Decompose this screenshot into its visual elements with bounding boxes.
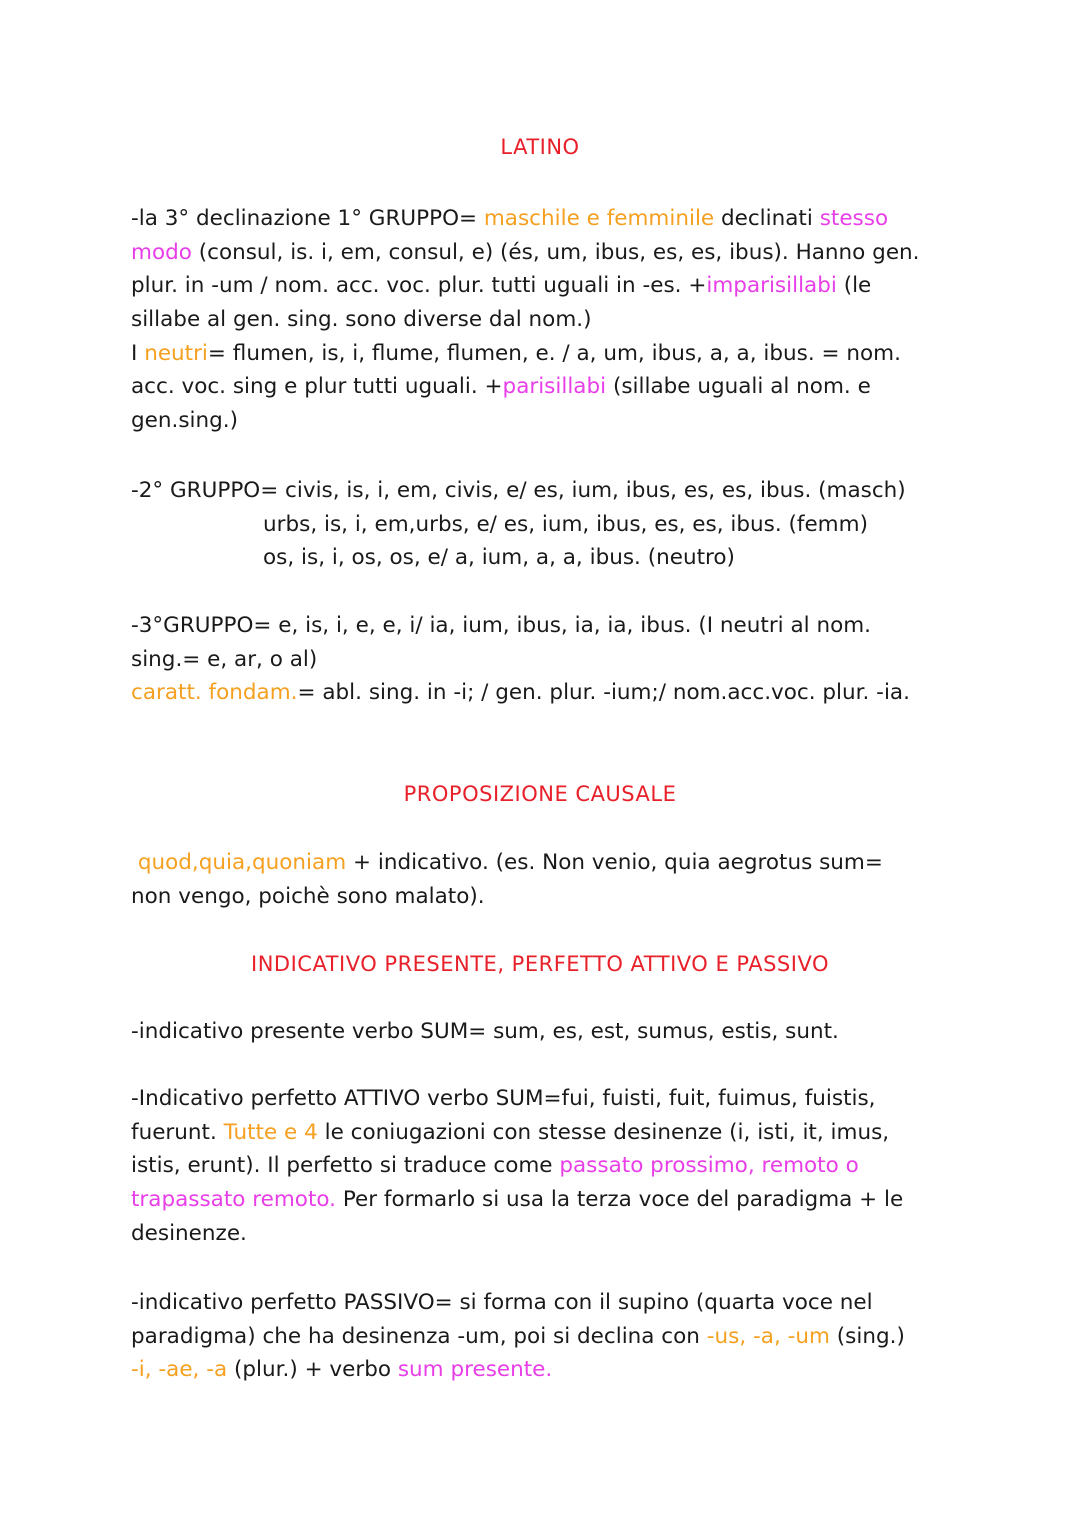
paragraph-perfetto-passivo [131, 1286, 961, 1387]
text-span: acc. voc. sing e plur tutti uguali. + [131, 374, 503, 400]
text-span: + indicativo. (es. Non venio, quia aegrotus sum= [346, 850, 883, 875]
highlight-orange: -i, -ae, -a [131, 1357, 228, 1383]
text-line [131, 1116, 961, 1150]
paragraph-terza-declinazione [131, 202, 961, 438]
text-line [131, 1183, 961, 1217]
text-span: (consul, is. i, em, consul, e) (és, um, ibus, es, es, ibus). Hanno gen. [191, 239, 920, 265]
text-span: (sing.) [829, 1323, 905, 1349]
text-span: le coniugazioni con stesse desinenze (i, isti, it, imus, [317, 1119, 890, 1145]
paragraph-perfetto-attivo [131, 1082, 961, 1250]
highlight-magenta: modo [131, 239, 192, 265]
text-line: sing.= e, ar, o al) [131, 646, 318, 672]
text-line: sillabe al gen. sing. sono diverse dal nom.) [131, 307, 592, 333]
text-line: -Indicativo perfetto ATTIVO verbo SUM=fui, fuisti, fuit, fuimus, fuistis, [131, 1086, 876, 1111]
text-line [131, 236, 961, 270]
text-span: = abl. sing. in -i; / gen. plur. -ium;/ nom.acc.voc. plur. -ia. [297, 680, 910, 706]
text-span: fuerunt. [131, 1119, 224, 1145]
text-span: declinati [714, 206, 820, 231]
heading-latino: LATINO [500, 135, 580, 159]
paragraph-secondo-gruppo [131, 474, 961, 575]
text-line: desinenze. [131, 1220, 247, 1246]
highlight-orange: neutri [144, 340, 208, 366]
text-span: Per formarlo si usa la terza voce del paradigma + le [336, 1187, 904, 1213]
text-line [131, 1320, 961, 1354]
text-span: I [131, 340, 145, 366]
text-line: -indicativo perfetto PASSIVO= si forma con il supino (quarta voce nel [131, 1290, 873, 1315]
heading-indicativo: INDICATIVO PRESENTE, PERFETTO ATTIVO E PASSIVO [251, 952, 829, 976]
highlight-orange: caratt. fondam. [131, 680, 298, 706]
paragraph-indicativo-presente [131, 1015, 961, 1049]
highlight-magenta: passato prossimo, remoto o [559, 1153, 859, 1179]
heading-proposizione-causale: PROPOSIZIONE CAUSALE [403, 782, 677, 806]
text-line [131, 370, 961, 404]
text-span: (le [836, 273, 872, 299]
text-span: -la 3° declinazione 1° GRUPPO= [131, 206, 484, 231]
text-line: gen.sing.) [131, 408, 239, 434]
text-span: (sillabe uguali al nom. e [606, 374, 871, 400]
text-line: -3°GRUPPO= e, is, i, e, e, i/ ia, ium, ibus, ia, ia, ibus. (I neutri al nom. [131, 613, 872, 638]
text-line [131, 1149, 961, 1183]
text-span: paradigma) che ha desinenza -um, poi si declina con [131, 1323, 707, 1349]
text-line [131, 846, 961, 880]
text-line [131, 202, 961, 236]
text-line [131, 337, 961, 371]
text-line: os, is, i, os, os, e/ a, ium, a, a, ibus. (neutro) [263, 545, 735, 571]
text-line [131, 1353, 961, 1387]
highlight-magenta: sum presente. [397, 1357, 553, 1383]
text-span: plur. in -um / nom. acc. voc. plur. tutti uguali in -es. + [131, 273, 707, 299]
text-line: -indicativo presente verbo SUM= sum, es, est, sumus, estis, sunt. [131, 1019, 839, 1044]
text-span: (plur.) + verbo [227, 1357, 398, 1383]
text-line [131, 269, 961, 303]
highlight-orange: -us, -a, -um [706, 1323, 830, 1349]
highlight-magenta: parisillabi [502, 374, 607, 400]
text-line: non vengo, poichè sono malato). [131, 883, 485, 909]
text-line [131, 676, 961, 710]
text-span: istis, erunt). Il perfetto si traduce come [131, 1153, 560, 1179]
highlight-magenta: trapassato remoto. [131, 1187, 336, 1213]
text-line: -2° GRUPPO= civis, is, i, em, civis, e/ es, ium, ibus, es, es, ibus. (masch) [131, 478, 906, 503]
text-line: urbs, is, i, em,urbs, e/ es, ium, ibus, es, es, ibus. (femm) [263, 511, 868, 537]
paragraph-terzo-gruppo [131, 609, 961, 710]
highlight-magenta: stesso [819, 206, 889, 231]
highlight-orange: quod,quia,quoniam [131, 850, 347, 875]
text-span: = flumen, is, i, flume, flumen, e. / a, um, ibus, a, a, ibus. = nom. [207, 340, 901, 366]
paragraph-causale [131, 846, 961, 913]
highlight-orange: maschile e femminile [483, 206, 715, 231]
highlight-magenta: imparisillabi [706, 273, 837, 299]
highlight-orange: Tutte e 4 [223, 1119, 318, 1145]
